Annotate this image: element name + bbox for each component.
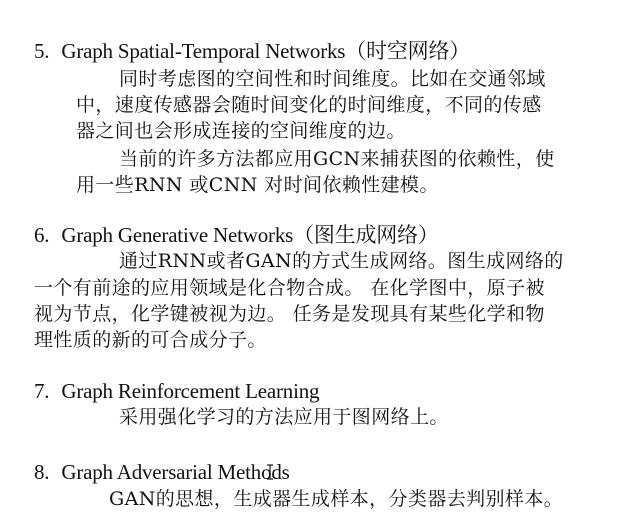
section-5-line-1: 同时考虑图的空间性和时间维度。比如在交通邻域	[119, 68, 546, 90]
section-8-line-1: GAN的思想，生成器生成样本，分类器去判别样本。	[109, 488, 564, 510]
section-6-line-3: 视为节点，化学键被视为边。 任务是发现具有某些化学和物	[34, 303, 545, 325]
section-7-line-1: 采用强化学习的方法应用于图网络上。	[119, 406, 449, 428]
section-8-number: 8.	[34, 460, 50, 484]
section-5-number: 5.	[34, 39, 50, 63]
section-5-line-2: 中，速度传感器会随时间变化的时间维度，不同的传感	[76, 94, 542, 116]
section-5-heading	[34, 38, 470, 64]
section-8-heading	[34, 459, 290, 485]
section-6-number: 6.	[34, 223, 50, 247]
section-5-line-5: 用一些RNN 或CNN 对时间依赖性建模。	[76, 174, 439, 196]
section-6-line-1: 通过RNN或者GAN的方式生成网络。图生成网络的	[119, 250, 564, 272]
section-5-line-3: 器之间也会形成连接的空间维度的边。	[76, 120, 406, 142]
section-6-title: Graph Generative Networks（图生成网络）	[61, 223, 439, 247]
section-5-line-4: 当前的许多方法都应用GCN来捕获图的依赖性，使	[119, 148, 555, 170]
section-5-title: Graph Spatial-Temporal Networks（时空网络）	[61, 39, 471, 63]
section-6-line-4: 理性质的新的可合成分子。	[34, 329, 267, 351]
section-6-heading	[34, 222, 439, 248]
section-8-title: Graph Adversarial Methods	[61, 460, 290, 484]
section-7-title: Graph Reinforcement Learning	[61, 379, 320, 403]
text-cursor-icon	[266, 464, 274, 480]
section-7-number: 7.	[34, 379, 50, 403]
section-6-line-2: 一个有前途的应用领域是化合物合成。 在化学图中，原子被	[34, 277, 545, 299]
section-7-heading	[34, 378, 319, 404]
